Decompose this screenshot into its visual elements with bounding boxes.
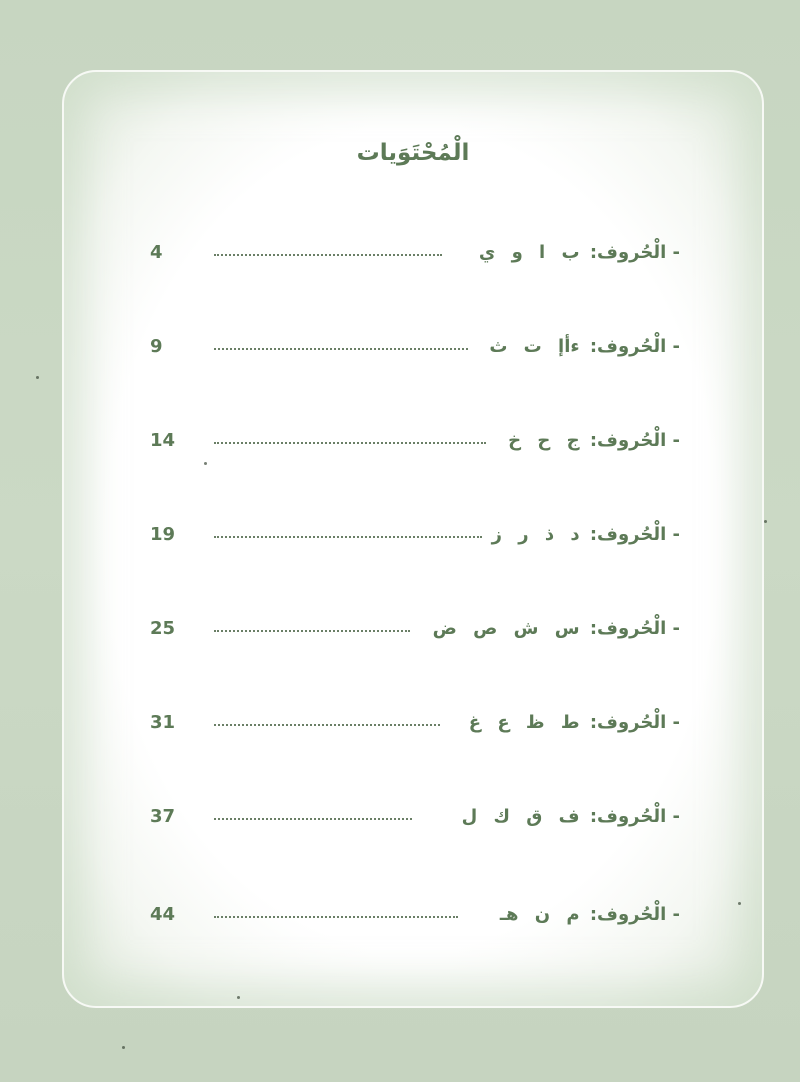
toc-page-number: 44 xyxy=(150,904,176,925)
toc-label xyxy=(433,612,680,646)
toc-leader-dots xyxy=(214,818,412,820)
toc-letters: ط ظ ع غ xyxy=(468,712,580,733)
toc-letters: ج ح خ xyxy=(508,430,580,451)
toc-page-number: 9 xyxy=(150,336,163,357)
toc-page-number: 19 xyxy=(150,524,176,545)
toc-label xyxy=(500,898,680,932)
toc-leader-dots xyxy=(214,254,442,256)
toc-item[interactable] xyxy=(150,706,680,740)
toc-leader-dots xyxy=(214,916,458,918)
toc-prefix: - الْحُروف: xyxy=(589,618,680,639)
toc-letters: ف ق ك ل xyxy=(461,806,580,827)
toc-prefix: - الْحُروف: xyxy=(589,806,680,827)
toc-item[interactable] xyxy=(150,800,680,834)
toc-page-number: 4 xyxy=(150,242,163,263)
scan-speck xyxy=(738,902,741,905)
toc-label xyxy=(508,424,680,458)
scan-speck xyxy=(204,462,207,465)
toc-page-number: 37 xyxy=(150,806,176,827)
toc-label xyxy=(479,236,680,270)
toc-letters: م ن هـ xyxy=(499,904,580,925)
toc-label xyxy=(492,518,680,552)
toc-prefix: - الْحُروف: xyxy=(589,712,680,733)
toc-letters: ب ا و ي xyxy=(478,242,580,263)
toc-page-number: 31 xyxy=(150,712,176,733)
toc-leader-dots xyxy=(214,536,482,538)
toc-label xyxy=(469,706,680,740)
page-title: الْمُحْتَوَيات xyxy=(356,140,470,166)
toc-prefix: - الْحُروف: xyxy=(589,336,680,357)
toc-leader-dots xyxy=(214,442,486,444)
toc-letters: ءأإ ت ث xyxy=(489,336,580,357)
scan-speck xyxy=(237,996,240,999)
toc-leader-dots xyxy=(214,724,440,726)
toc-page-number: 25 xyxy=(150,618,176,639)
toc-item[interactable] xyxy=(150,424,680,458)
toc-label xyxy=(489,330,680,364)
toc-page-number: 14 xyxy=(150,430,176,451)
toc-leader-dots xyxy=(214,630,410,632)
toc-prefix: - الْحُروف: xyxy=(589,430,680,451)
toc-item[interactable] xyxy=(150,330,680,364)
scan-speck xyxy=(764,520,767,523)
toc-letters: س ش ص ض xyxy=(432,618,580,639)
toc-item[interactable] xyxy=(150,518,680,552)
toc-item[interactable] xyxy=(150,898,680,932)
toc-item[interactable] xyxy=(150,612,680,646)
toc-label xyxy=(462,800,680,834)
toc-leader-dots xyxy=(214,348,468,350)
toc-prefix: - الْحُروف: xyxy=(589,524,680,545)
toc-item[interactable] xyxy=(150,236,680,270)
toc-prefix: - الْحُروف: xyxy=(589,242,680,263)
toc-prefix: - الْحُروف: xyxy=(589,904,680,925)
toc-letters: د ذ ر ز xyxy=(491,524,580,545)
scan-speck xyxy=(36,376,39,379)
scan-speck xyxy=(122,1046,125,1049)
